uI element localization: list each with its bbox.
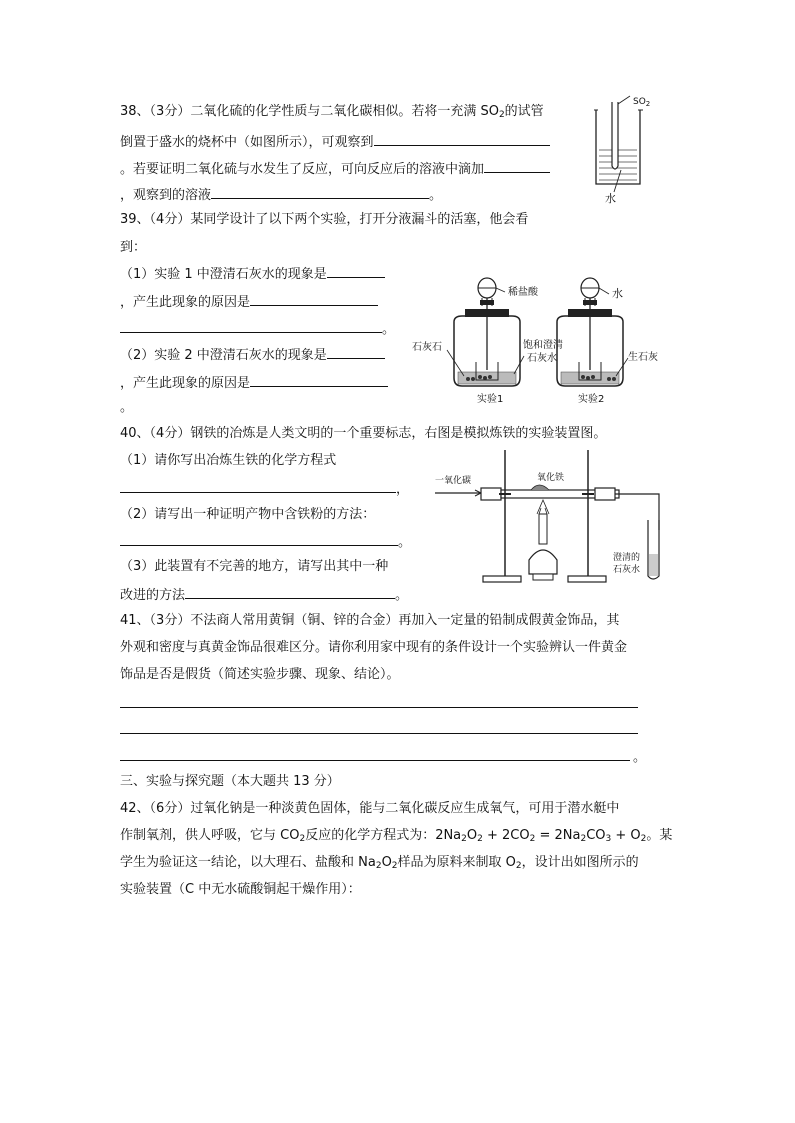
q40-part1-answer: ， (120, 478, 409, 498)
q39-part1b: ，产生此现象的原因是 (120, 291, 378, 311)
q40-fig-limewater-label-1: 澄清的 (613, 553, 641, 563)
q39-answer-blank-5[interactable] (250, 372, 388, 387)
q42-line2: 作制氧剂，供人呼吸，它与 $CO_2$反应的化学方程式为：$2Na_2O_2 + 2CO_2 = 2Na_2CO_3 + O_2$。某 (120, 828, 673, 844)
q40-fig-co-label: 一氧化碳 (435, 476, 472, 486)
q38-line1: 38、（3分）二氧化硫的化学性质与二氧化碳相似。若将一充满 $SO_2$的试管 (120, 104, 544, 120)
q40-fig-fe2o3-label: 氧化铁 (537, 473, 565, 483)
q38-line4: ，观察到的溶液 。 (120, 184, 442, 204)
q42-line1: 42、（6分）过氧化钠是一种淡黄色固体，能与二氧化碳反应生成氧气，可用于潜水艇中 (120, 801, 620, 816)
q42-line4: 实验装置（C 中无水硫酸铜起干燥作用）： (120, 882, 361, 897)
q38-line2: 倒置于盛水的烧杯中（如图所示），可观察到 (120, 131, 550, 151)
q40-part2-answer: 。 (120, 531, 411, 551)
q39-fig-limestone-label: 石灰石 (412, 342, 442, 353)
q40-ironmaking-figure (433, 450, 673, 590)
q42-line3: 学生为验证这一结论，以大理石、盐酸和 $Na_2O_2$样品为原料来制取 $O_2$，设计出如图所示的 (120, 855, 639, 871)
q39-part2c: 。 (120, 400, 134, 415)
q39-part1c: 。 (120, 318, 395, 338)
q38-line3: 。若要证明二氧化硫与水发生了反应，可向反应后的溶液中滴加 (120, 158, 550, 178)
q39-answer-blank-3[interactable] (120, 318, 382, 333)
q39-fig-acid-label: 稀盐酸 (508, 287, 538, 298)
q39-experiment-figure (410, 276, 680, 412)
q38-answer-blank-3[interactable] (211, 184, 429, 199)
q41-line2: 外观和密度与真黄金饰品很难区分。请你利用家中现有的条件设计一个实验辨认一件黄金 (120, 640, 628, 655)
q39-line1: 39、（4分）某同学设计了以下两个实验，打开分液漏斗的活塞，他会看 (120, 212, 529, 227)
q40-part3-answer: 改进的方法 。 (120, 584, 408, 604)
q40-answer-blank-1[interactable] (120, 478, 396, 493)
q38-beaker-figure (590, 92, 660, 204)
q40-part2: （2）请写出一种证明产物中含铁粉的方法： (120, 507, 376, 522)
q41-answer-line-3[interactable] (120, 760, 630, 761)
q39-fig-quicklime-label: 生石灰 (628, 352, 658, 363)
q39-fig-water-label: 水 (612, 287, 623, 300)
q39-fig-limewater-label-1: 饱和澄清 (523, 340, 563, 351)
q40-part1: （1）请你写出冶炼生铁的化学方程式 (120, 453, 337, 468)
q41-answer-line-1[interactable] (120, 707, 638, 708)
q40-line1: 40、（4分）钢铁的冶炼是人类文明的一个重要标志，右图是模拟炼铁的实验装置图。 (120, 426, 607, 441)
q39-line2: 到： (120, 240, 147, 255)
q41-line1: 41、（3分）不法商人常用黄铜（铜、锌的合金）再加入一定量的铅制成假黄金饰品，其 (120, 613, 620, 628)
section3-title: 三、实验与探究题（本大题共 13 分） (120, 774, 340, 789)
q40-part3: （3）此装置有不完善的地方，请写出其中一种 (120, 559, 389, 574)
q40-answer-blank-2[interactable] (120, 531, 398, 546)
q38-fig-gas-label: $SO_2$ (633, 97, 651, 108)
q39-fig-limewater-label-2: 石灰水 (527, 353, 557, 364)
q39-fig-exp2-label: 实验2 (578, 394, 605, 405)
q39-answer-blank-2[interactable] (250, 291, 378, 306)
q40-answer-blank-3[interactable] (185, 584, 395, 599)
q39-part1a: （1）实验 1 中澄清石灰水的现象是 (120, 263, 385, 283)
q38-answer-blank-2[interactable] (484, 158, 550, 173)
q38-fig-water-label: 水 (605, 192, 616, 204)
q39-answer-blank-1[interactable] (327, 263, 385, 278)
q41-answer-line-2[interactable] (120, 733, 638, 734)
q40-fig-limewater-label-2: 石灰水 (613, 565, 641, 575)
q41-end-mark: 。 (633, 750, 647, 765)
q39-part2a: （2）实验 2 中澄清石灰水的现象是 (120, 344, 385, 364)
q41-line3: 饰品是否是假货（简述实验步骤、现象、结论）。 (120, 667, 400, 682)
q39-answer-blank-4[interactable] (327, 344, 385, 359)
q39-part2b: ，产生此现象的原因是 (120, 372, 388, 392)
q38-answer-blank-1[interactable] (374, 131, 550, 146)
q39-fig-exp1-label: 实验1 (477, 394, 504, 405)
